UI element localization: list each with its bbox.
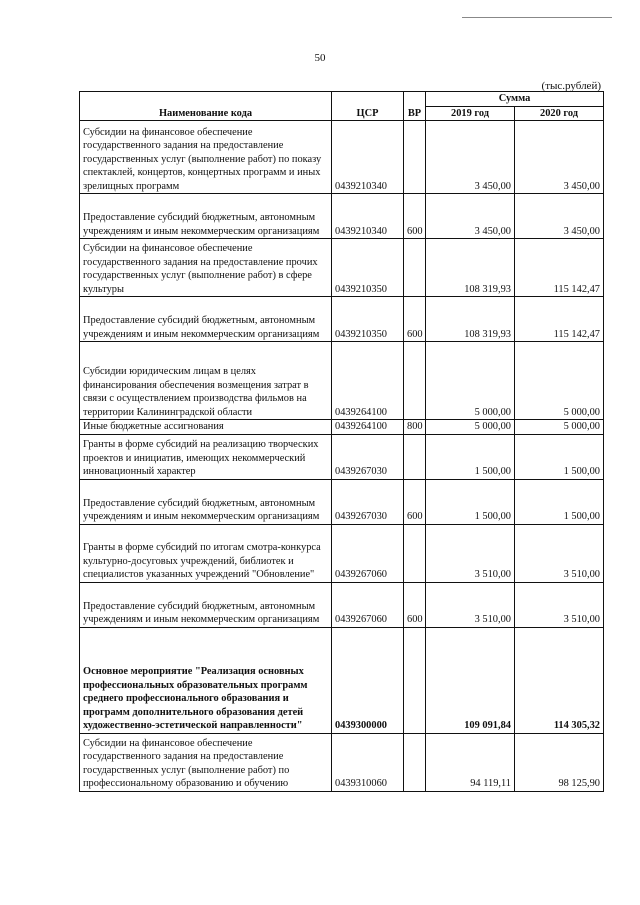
header-csr: ЦСР xyxy=(332,92,404,121)
top-rule xyxy=(462,17,612,18)
row-amount-2019: 3 450,00 xyxy=(426,121,515,194)
row-vr xyxy=(404,733,426,791)
table-row xyxy=(80,121,604,194)
row-vr xyxy=(404,239,426,297)
row-csr: 0439267030 xyxy=(332,479,404,524)
row-csr: 0439210340 xyxy=(332,194,404,239)
table-row xyxy=(80,479,604,524)
row-csr: 0439267060 xyxy=(332,582,404,627)
row-name: Гранты в форме субсидий по итогам смотра-конкурса культурно-досуговых учреждений, библиотек и специалистов указанных учреждений "Обновление" xyxy=(80,524,332,582)
budget-table xyxy=(79,91,604,792)
row-amount-2019: 3 450,00 xyxy=(426,194,515,239)
units-label: (тыс.рублей) xyxy=(541,80,601,92)
row-name: Гранты в форме субсидий на реализацию творческих проектов и инициатив, имеющих некоммерческий инновационный характер xyxy=(80,434,332,479)
header-sum: Сумма xyxy=(426,92,604,107)
table-row xyxy=(80,420,604,435)
row-csr: 0439264100 xyxy=(332,420,404,435)
row-csr: 0439264100 xyxy=(332,342,404,420)
row-name: Основное мероприятие "Реализация основных профессиональных образовательных программ среднего профессионального образования и программ дополнительного образования детей художественно-эстетической направленности" xyxy=(80,627,332,733)
row-vr: 800 xyxy=(404,420,426,435)
table-row xyxy=(80,194,604,239)
row-csr: 0439310060 xyxy=(332,733,404,791)
row-csr: 0439210350 xyxy=(332,239,404,297)
row-name: Предоставление субсидий бюджетным, автономным учреждениям и иным некоммерческим организациям xyxy=(80,194,332,239)
row-amount-2020: 3 450,00 xyxy=(515,194,604,239)
row-vr xyxy=(404,524,426,582)
table-row xyxy=(80,239,604,297)
row-csr: 0439267060 xyxy=(332,524,404,582)
row-vr: 600 xyxy=(404,194,426,239)
header-2019: 2019 год xyxy=(426,106,515,121)
row-name: Предоставление субсидий бюджетным, автономным учреждениям и иным некоммерческим организациям xyxy=(80,297,332,342)
row-name: Предоставление субсидий бюджетным, автономным учреждениям и иным некоммерческим организациям xyxy=(80,582,332,627)
table-row xyxy=(80,733,604,791)
row-amount-2020: 114 305,32 xyxy=(515,627,604,733)
row-name: Субсидии юридическим лицам в целях финансирования обеспечения возмещения затрат в связи с осуществлением производства фильмов на территории Калининградской области xyxy=(80,342,332,420)
row-name: Иные бюджетные ассигнования xyxy=(80,420,332,435)
row-amount-2020: 3 510,00 xyxy=(515,524,604,582)
row-amount-2020: 5 000,00 xyxy=(515,420,604,435)
row-amount-2020: 5 000,00 xyxy=(515,342,604,420)
row-csr: 0439267030 xyxy=(332,434,404,479)
header-vr: ВР xyxy=(404,92,426,121)
row-vr: 600 xyxy=(404,297,426,342)
row-vr: 600 xyxy=(404,479,426,524)
row-amount-2019: 3 510,00 xyxy=(426,524,515,582)
row-vr xyxy=(404,342,426,420)
header-name: Наименование кода xyxy=(80,92,332,121)
row-name: Субсидии на финансовое обеспечение государственного задания на предоставление государственных услуг (выполнение работ) по профессиональному образованию и обучению xyxy=(80,733,332,791)
row-amount-2019: 3 510,00 xyxy=(426,582,515,627)
table-row xyxy=(80,524,604,582)
row-amount-2019: 109 091,84 xyxy=(426,627,515,733)
page-number: 50 xyxy=(314,52,326,64)
row-csr: 0439300000 xyxy=(332,627,404,733)
row-amount-2020: 98 125,90 xyxy=(515,733,604,791)
row-amount-2020: 1 500,00 xyxy=(515,479,604,524)
row-vr xyxy=(404,627,426,733)
row-name: Субсидии на финансовое обеспечение государственного задания на предоставление прочих государственных услуг (выполнение работ) в сфере культуры xyxy=(80,239,332,297)
table-row xyxy=(80,297,604,342)
row-amount-2019: 5 000,00 xyxy=(426,342,515,420)
row-name: Предоставление субсидий бюджетным, автономным учреждениям и иным некоммерческим организациям xyxy=(80,479,332,524)
row-csr: 0439210340 xyxy=(332,121,404,194)
row-amount-2020: 3 450,00 xyxy=(515,121,604,194)
table-row xyxy=(80,627,604,733)
row-amount-2019: 1 500,00 xyxy=(426,434,515,479)
table-row xyxy=(80,582,604,627)
row-amount-2020: 3 510,00 xyxy=(515,582,604,627)
row-amount-2019: 1 500,00 xyxy=(426,479,515,524)
table-row xyxy=(80,434,604,479)
row-amount-2019: 94 119,11 xyxy=(426,733,515,791)
row-amount-2020: 1 500,00 xyxy=(515,434,604,479)
row-vr: 600 xyxy=(404,582,426,627)
row-amount-2019: 108 319,93 xyxy=(426,297,515,342)
row-vr xyxy=(404,434,426,479)
row-amount-2020: 115 142,47 xyxy=(515,239,604,297)
row-csr: 0439210350 xyxy=(332,297,404,342)
row-amount-2020: 115 142,47 xyxy=(515,297,604,342)
header-2020: 2020 год xyxy=(515,106,604,121)
row-vr xyxy=(404,121,426,194)
row-amount-2019: 108 319,93 xyxy=(426,239,515,297)
row-name: Субсидии на финансовое обеспечение государственного задания на предоставление государственных услуг (выполнение работ) по показу спектаклей, концертов, концертных программ и иных зрелищных программ xyxy=(80,121,332,194)
row-amount-2019: 5 000,00 xyxy=(426,420,515,435)
table-row xyxy=(80,342,604,420)
